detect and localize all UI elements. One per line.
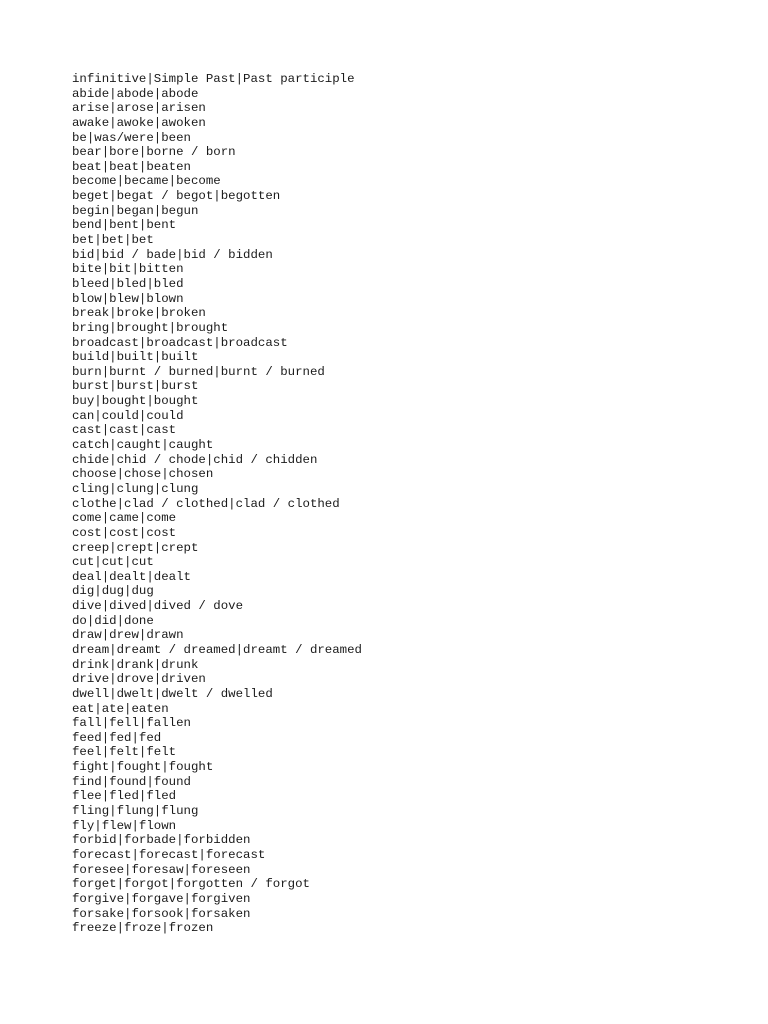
verb-line: beget|begat / begot|begotten xyxy=(72,189,281,204)
verb-line: do|did|done xyxy=(72,613,154,628)
verb-line: break|broke|broken xyxy=(72,306,206,321)
verb-line: fly|flew|flown xyxy=(72,818,177,833)
verb-line: bend|bent|bent xyxy=(72,218,177,233)
verb-list-document xyxy=(72,72,712,936)
verb-line: freeze|froze|frozen xyxy=(72,921,214,936)
verb-line: feel|felt|felt xyxy=(72,745,177,760)
verb-line: come|came|come xyxy=(72,511,177,526)
verb-line: cost|cost|cost xyxy=(72,525,177,540)
verb-line: bid|bid / bade|bid / bidden xyxy=(72,247,273,262)
verb-line: chide|chid / chode|chid / chidden xyxy=(72,452,318,467)
verb-line: be|was/were|been xyxy=(72,130,191,145)
verb-line: catch|caught|caught xyxy=(72,438,214,453)
verb-line: forget|forgot|forgotten / forgot xyxy=(72,877,310,892)
verb-line: abide|abode|abode xyxy=(72,86,199,101)
verb-line: dive|dived|dived / dove xyxy=(72,599,244,614)
verb-line: dig|dug|dug xyxy=(72,584,154,599)
verb-line: fall|fell|fallen xyxy=(72,716,191,731)
verb-line: awake|awoke|awoken xyxy=(72,115,206,130)
verb-line: bet|bet|bet xyxy=(72,233,154,248)
verb-line: fling|flung|flung xyxy=(72,804,199,819)
verb-line: arise|arose|arisen xyxy=(72,101,206,116)
verb-line: bring|brought|brought xyxy=(72,320,229,335)
verb-line: beat|beat|beaten xyxy=(72,159,191,174)
verb-line: forecast|forecast|forecast xyxy=(72,847,266,862)
verb-line: bleed|bled|bled xyxy=(72,276,184,291)
verb-line: dwell|dwelt|dwelt / dwelled xyxy=(72,686,273,701)
verb-line: buy|bought|bought xyxy=(72,394,199,409)
verb-line: find|found|found xyxy=(72,774,191,789)
verb-line: clothe|clad / clothed|clad / clothed xyxy=(72,496,340,511)
verb-line: cling|clung|clung xyxy=(72,481,199,496)
verb-line: build|built|built xyxy=(72,350,199,365)
verb-line: eat|ate|eaten xyxy=(72,701,169,716)
verb-line: feed|fed|fed xyxy=(72,730,162,745)
verb-line: flee|fled|fled xyxy=(72,789,177,804)
verb-line: forgive|forgave|forgiven xyxy=(72,891,251,906)
verb-line: cast|cast|cast xyxy=(72,423,177,438)
verb-line: choose|chose|chosen xyxy=(72,467,214,482)
verb-line: blow|blew|blown xyxy=(72,291,184,306)
verb-line: forbid|forbade|forbidden xyxy=(72,833,251,848)
header-line: infinitive|Simple Past|Past participle xyxy=(72,72,355,86)
verb-line: begin|began|begun xyxy=(72,203,199,218)
verb-line: burn|burnt / burned|burnt / burned xyxy=(72,364,325,379)
verb-line: burst|burst|burst xyxy=(72,379,199,394)
verb-line: drive|drove|driven xyxy=(72,672,206,687)
verb-line: bite|bit|bitten xyxy=(72,262,184,277)
verb-line: forsake|forsook|forsaken xyxy=(72,906,251,921)
verb-line: cut|cut|cut xyxy=(72,555,154,570)
verb-line: broadcast|broadcast|broadcast xyxy=(72,335,288,350)
verb-line: draw|drew|drawn xyxy=(72,628,184,643)
verb-line: creep|crept|crept xyxy=(72,540,199,555)
verb-line: fight|fought|fought xyxy=(72,760,214,775)
verb-line: drink|drank|drunk xyxy=(72,657,199,672)
verb-line: foresee|foresaw|foreseen xyxy=(72,862,251,877)
verb-line: dream|dreamt / dreamed|dreamt / dreamed xyxy=(72,642,362,657)
verb-line: can|could|could xyxy=(72,408,184,423)
verb-line: become|became|become xyxy=(72,174,221,189)
verb-line: bear|bore|borne / born xyxy=(72,145,236,160)
verb-line: deal|dealt|dealt xyxy=(72,569,191,584)
